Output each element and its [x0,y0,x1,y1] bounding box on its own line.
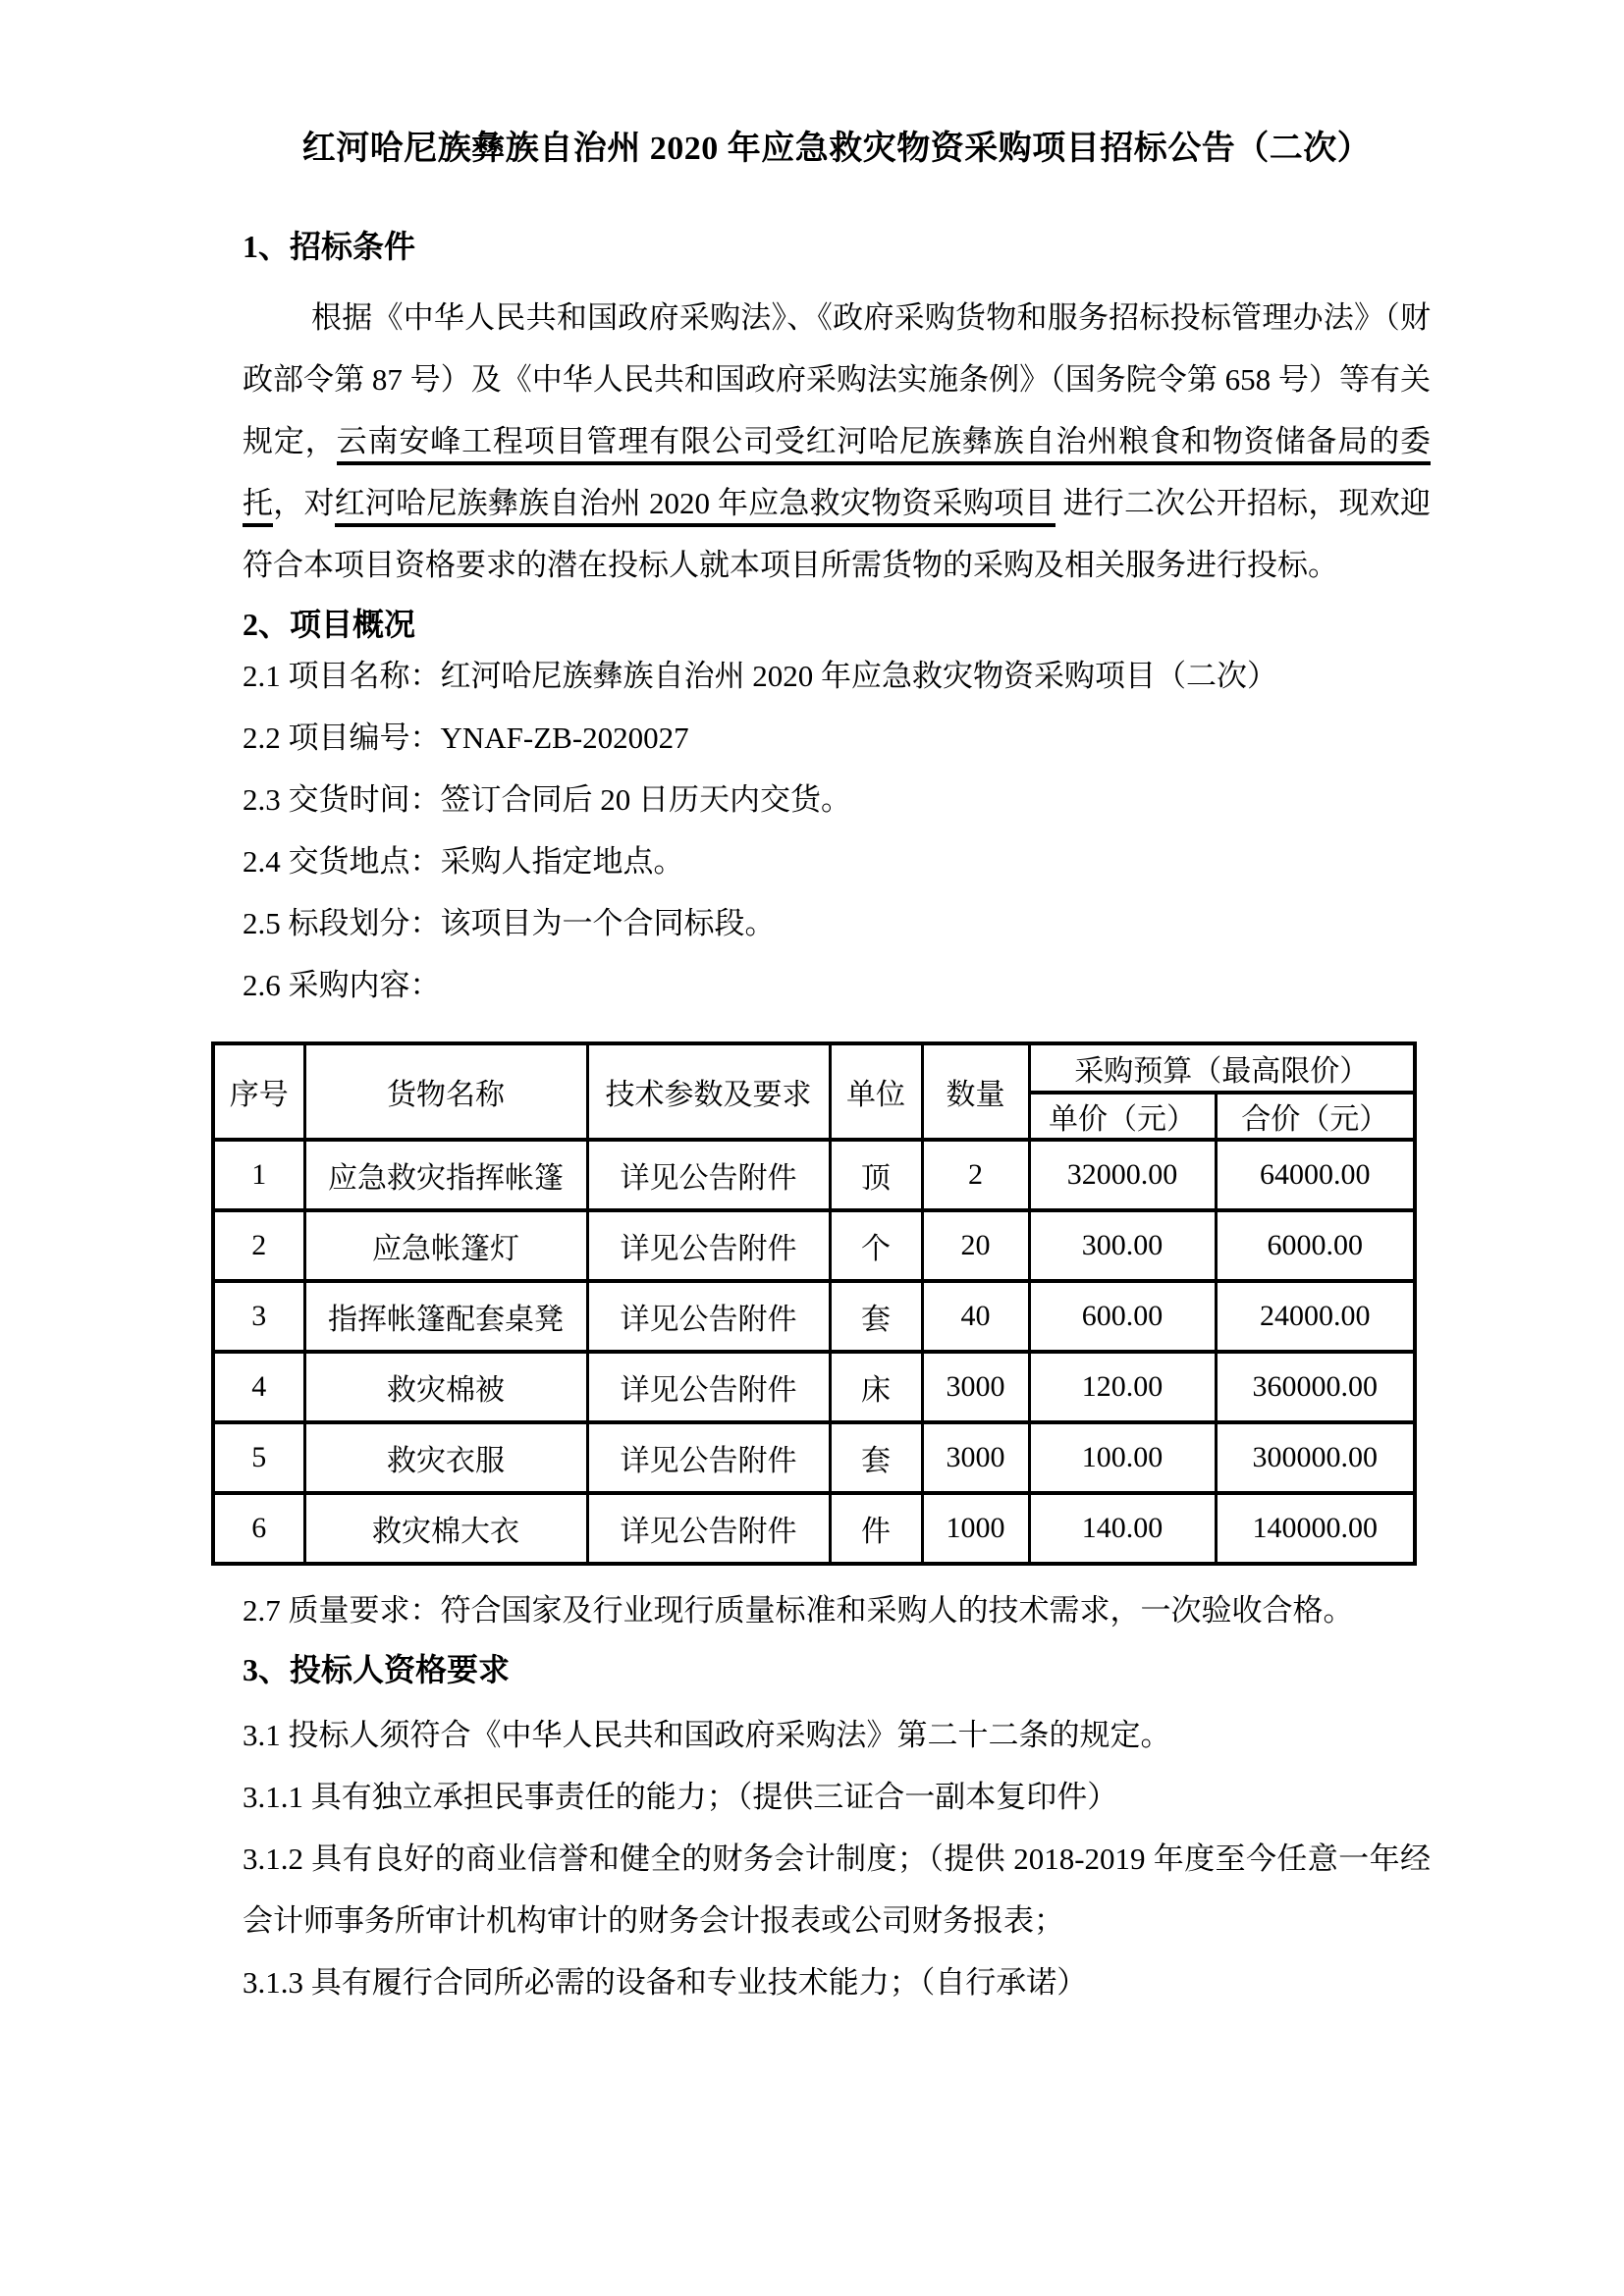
cell-total-price: 140000.00 [1216,1493,1415,1564]
cell-goods: 救灾棉大衣 [304,1493,587,1564]
page-title: 红河哈尼族彝族自治州 2020 年应急救灾物资采购项目招标公告（二次） [301,131,1372,167]
cell-unit: 件 [830,1493,922,1564]
agent-company-underlined: 云南安峰工程项目管理有限公司受红河哈尼族彝族自治州粮食和物资储备局的委托 [243,424,1431,527]
cell-unit-price: 120.00 [1029,1352,1216,1422]
cell-spec: 详见公告附件 [587,1210,830,1281]
section-1-heading: 1、招标条件 [243,229,416,264]
col-header-unit-price: 单价（元） [1029,1093,1216,1140]
cell-goods: 应急救灾指挥帐篷 [304,1140,587,1210]
table-row [213,1352,1415,1422]
cell-unit: 套 [830,1422,922,1493]
item-financial-credit: 3.1.2 具有良好的商业信誉和健全的财务会计制度；（提供 2018-2019 年度至今任意一年经会计师事务所审计机构审计的财务会计报表或公司财务报表； [243,1842,1431,1938]
cell-qty: 1000 [922,1493,1029,1564]
cell-unit-price: 600.00 [1029,1281,1216,1352]
table-header-row [213,1043,1415,1093]
cell-qty: 3000 [922,1352,1029,1422]
cell-seq: 3 [213,1281,304,1352]
cell-total-price: 360000.00 [1216,1352,1415,1422]
table-row [213,1493,1415,1564]
col-header-qty: 数量 [922,1043,1029,1140]
cell-spec: 详见公告附件 [587,1493,830,1564]
cell-spec: 详见公告附件 [587,1140,830,1210]
cell-total-price: 6000.00 [1216,1210,1415,1281]
cell-seq: 6 [213,1493,304,1564]
col-header-spec: 技术参数及要求 [587,1043,830,1140]
table-row [213,1140,1415,1210]
tender-conditions-paragraph [243,287,1431,596]
cell-seq: 1 [213,1140,304,1210]
cell-total-price: 64000.00 [1216,1140,1415,1210]
cell-goods: 救灾棉被 [304,1352,587,1422]
cell-unit-price: 300.00 [1029,1210,1216,1281]
section-3-heading: 3、投标人资格要求 [243,1652,511,1687]
cell-goods: 应急帐篷灯 [304,1210,587,1281]
item-project-number: 2.2 项目编号：YNAF-ZB-2020027 [243,721,689,755]
item-project-name: 2.1 项目名称：红河哈尼族彝族自治州 2020 年应急救灾物资采购项目（二次） [243,659,1277,693]
cell-seq: 2 [213,1210,304,1281]
paragraph-text: ，对 [273,486,335,520]
procurement-table [211,1041,1417,1566]
item-delivery-time: 2.3 交货时间：签订合同后 20 日历天内交货。 [243,782,851,817]
project-name-underlined: 红河哈尼族彝族自治州 2020 年应急救灾物资采购项目 [335,486,1056,527]
item-procurement-content: 2.6 采购内容： [243,968,441,1002]
cell-unit: 个 [830,1210,922,1281]
cell-seq: 4 [213,1352,304,1422]
cell-total-price: 300000.00 [1216,1422,1415,1493]
item-equipment-capability: 3.1.3 具有履行合同所必需的设备和专业技术能力；（自行承诺） [243,1965,1088,2000]
col-header-unit: 单位 [830,1043,922,1140]
cell-goods: 指挥帐篷配套桌凳 [304,1281,587,1352]
cell-spec: 详见公告附件 [587,1422,830,1493]
table-row [213,1422,1415,1493]
cell-qty: 40 [922,1281,1029,1352]
cell-unit: 顶 [830,1140,922,1210]
cell-qty: 2 [922,1140,1029,1210]
table-row [213,1281,1415,1352]
cell-unit-price: 100.00 [1029,1422,1216,1493]
cell-unit: 床 [830,1352,922,1422]
item-bidder-qualification: 3.1 投标人须符合《中华人民共和国政府采购法》第二十二条的规定。 [243,1718,1171,1752]
col-header-total-price: 合价（元） [1216,1093,1415,1140]
col-header-budget: 采购预算（最高限价） [1029,1043,1415,1093]
item-quality-requirement: 2.7 质量要求：符合国家及行业现行质量标准和采购人的技术需求，一次验收合格。 [243,1593,1354,1628]
item-lot-division: 2.5 标段划分：该项目为一个合同标段。 [243,906,776,940]
cell-total-price: 24000.00 [1216,1281,1415,1352]
section-2-heading: 2、项目概况 [243,607,416,642]
table-row [213,1210,1415,1281]
cell-spec: 详见公告附件 [587,1352,830,1422]
paragraph-text: 进行二次公开招标，现欢迎符合本项目资格要求的潜在投标人就本项目所需货物的采购及相关服务进行投标。 [243,486,1432,582]
cell-qty: 20 [922,1210,1029,1281]
paragraph-text: 根据《中华人民共和国政府采购法》、《政府采购货物和服务招标投标管理办法》（财政部令第 87 号）及《中华人民共和国政府采购法实施条例》（国务院令第 658 号）等有关规定， [243,300,1431,458]
col-header-goods: 货物名称 [304,1043,587,1140]
col-header-seq: 序号 [213,1043,304,1140]
cell-goods: 救灾衣服 [304,1422,587,1493]
cell-unit: 套 [830,1281,922,1352]
cell-unit-price: 140.00 [1029,1493,1216,1564]
cell-seq: 5 [213,1422,304,1493]
cell-unit-price: 32000.00 [1029,1140,1216,1210]
cell-spec: 详见公告附件 [587,1281,830,1352]
item-delivery-place: 2.4 交货地点：采购人指定地点。 [243,844,684,879]
item-civil-liability: 3.1.1 具有独立承担民事责任的能力；（提供三证合一副本复印件） [243,1780,1118,1814]
cell-qty: 3000 [922,1422,1029,1493]
